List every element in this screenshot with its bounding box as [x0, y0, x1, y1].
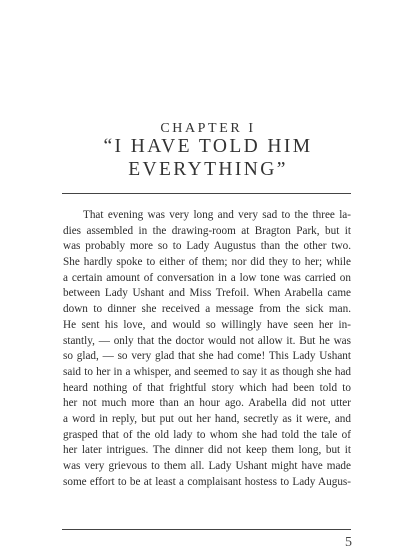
text-line: stantly, — only that the doctor would not allow it. But he was	[63, 334, 351, 347]
text-line: so glad, — so very glad that she had come! This Lady Ushant	[63, 350, 351, 363]
text-line: was probably more so to Lady Augustus than the other two.	[63, 240, 351, 253]
text-line: her not much more than an hour ago. Arabella did not utter	[63, 397, 351, 410]
top-divider	[62, 193, 351, 194]
text-line: heard nothing of that frightful story which had been told to	[63, 381, 351, 394]
text-line: was very grievous to them all. Lady Ushant might have made	[63, 460, 351, 472]
text-line: her later intrigues. The dinner did not keep them long, but it	[63, 444, 351, 457]
text-line: down to dinner she received a message from the sick man.	[63, 303, 351, 316]
body-paragraph	[63, 208, 351, 490]
bottom-divider	[62, 529, 351, 530]
page-number: 5	[345, 535, 352, 550]
text-line: a certain amount of conversation in a low tone was carried on	[63, 271, 351, 284]
text-line: That evening was very long and very sad to the three la-	[83, 209, 351, 221]
text-line: grasped that of the old lady to whom she had told the tale of	[63, 428, 351, 441]
chapter-number: CHAPTER I	[160, 121, 256, 136]
chapter-title-line: EVERYTHING”	[128, 159, 288, 180]
text-line: dies assembled in the drawing-room at Bragton Park, but it	[63, 224, 351, 237]
text-line: She hardly spoke to either of them; nor did they to her; while	[63, 256, 351, 269]
text-line: between Lady Ushant and Miss Trefoil. When Arabella came	[63, 287, 351, 300]
text-line: some effort to be at least a complaisant hostess to Lady Augus-	[63, 475, 351, 488]
chapter-title	[0, 135, 416, 181]
chapter-title-line: “I HAVE TOLD HIM	[103, 136, 313, 157]
text-line: a word in reply, but put out her hand, secretly as it were, and	[63, 412, 351, 425]
text-line: He sent his love, and would so willingly have seen her in-	[63, 318, 351, 331]
text-line: said to her in a whisper, and seemed to say it as though she had	[63, 365, 351, 378]
